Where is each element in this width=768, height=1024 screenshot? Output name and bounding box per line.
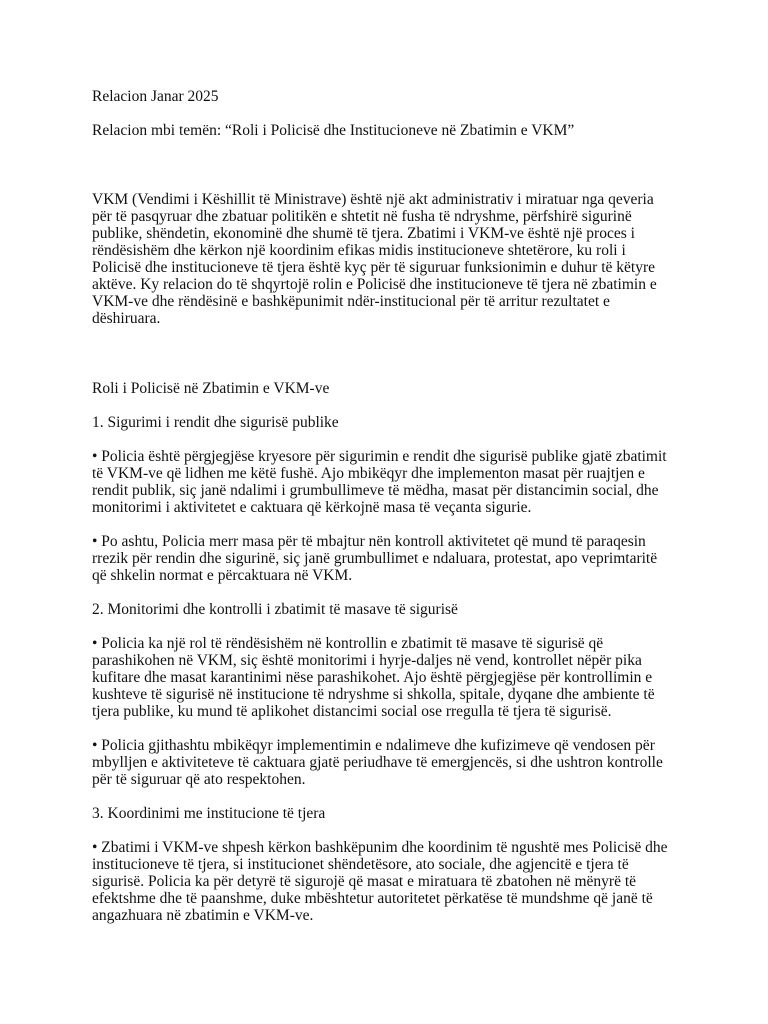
section-title: Roli i Policisë në Zbatimin e VKM-ve	[92, 380, 330, 397]
text-line: dëshiruara.	[92, 310, 161, 327]
text-line: për të pasqyruar dhe zbatuar politikën e shtetit në fusha të ndryshme, përfshirë sigurinë	[92, 208, 632, 225]
text-line: kushteve të sigurisë në institucione të ndryshme si shkolla, spitale, dyqane dhe ambiente të	[92, 686, 655, 703]
intro-paragraph	[92, 191, 682, 327]
text-line: VKM (Vendimi i Këshillit të Ministrave) është një akt administrativ i miratuar nga qeveria	[92, 191, 654, 208]
text-line: tjera publike, ku mund të aplikohet distancimi social ose rregulla të tjera të sigurisë.	[92, 703, 612, 720]
heading-2: 2. Monitorimi dhe kontrolli i zbatimit të masave të sigurisë	[92, 601, 458, 618]
text-line: VKM-ve dhe rëndësinë e bashkëpunimit ndër-institucional për të arritur rezultatet e	[92, 293, 610, 310]
text-line: që shkelin normat e përcaktuara në VKM.	[92, 567, 353, 584]
text-line: angazhuara në zbatimin e VKM-ve.	[92, 907, 314, 924]
paragraph-3	[92, 635, 682, 720]
text-line: për të siguruar që ato respektohen.	[92, 771, 306, 788]
text-line: publike, shëndetin, ekonominë dhe shumë të tjera. Zbatimi i VKM-ve është një proces i	[92, 225, 635, 242]
text-line: rendit publik, siç janë ndalimi i grumbullimeve të mëdha, masat për distancimin social, dhe	[92, 482, 659, 499]
paragraph-4	[92, 737, 682, 788]
text-line: • Policia është përgjegjëse kryesore për sigurimin e rendit dhe sigurisë publike gjatë zbatimit	[92, 448, 667, 465]
document-page	[92, 88, 682, 924]
text-line: • Po ashtu, Policia merr masa për të mbajtur nën kontroll aktivitetet që mund të paraqesin	[92, 533, 646, 550]
heading-1: 1. Sigurimi i rendit dhe sigurisë publike	[92, 414, 339, 431]
text-line: • Policia ka një rol të rëndësishëm në kontrollin e zbatimit të masave të sigurisë që	[92, 635, 604, 652]
text-line: • Policia gjithashtu mbikëqyr implementimin e ndalimeve dhe kufizimeve që vendosen për	[92, 737, 655, 754]
text-line: rëndësishëm dhe kërkon një koordinim efikas midis institucioneve shtetërore, ku roli i	[92, 242, 626, 259]
text-line: efektshme dhe të paanshme, duke mbështetur autoritetet përkatëse të mundshme që janë të	[92, 890, 653, 907]
text-line: Policisë dhe institucioneve të tjera është kyç për të siguruar funksionimin e duhur të këtyre	[92, 259, 656, 276]
text-line: aktëve. Ky relacion do të shqyrtojë rolin e Policisë dhe institucioneve të tjera në zbatimin e	[92, 276, 657, 293]
text-line: institucioneve të tjera, si institucionet shëndetësore, ato sociale, dhe agjencitë e tjera të	[92, 856, 629, 873]
text-line: • Zbatimi i VKM-ve shpesh kërkon bashkëpunim dhe koordinim të ngushtë mes Policisë dhe	[92, 839, 668, 856]
paragraph-5	[92, 839, 682, 924]
paragraph-2	[92, 533, 682, 584]
text-line: kufitare dhe masat karantinimi nëse parashikohet. Ajo është përgjegjëse për kontrollimin e	[92, 669, 653, 686]
date-line: Relacion Janar 2025	[92, 88, 219, 105]
text-line: të VKM-ve që lidhen me këtë fushë. Ajo mbikëqyr dhe implementon masat për ruajtjen e	[92, 465, 645, 482]
text-line: mbylljen e aktiviteteve të caktuara gjatë periudhave të emergjencës, si dhe ushtron kontrolle	[92, 754, 663, 771]
subject-line: Relacion mbi temën: “Roli i Policisë dhe Institucioneve në Zbatimin e VKM”	[92, 122, 575, 139]
paragraph-1	[92, 448, 682, 516]
text-line: monitorimi i aktivitetet e caktuara që kërkojnë masa të veçanta sigurie.	[92, 499, 532, 516]
heading-3: 3. Koordinimi me institucione të tjera	[92, 805, 326, 822]
text-line: rrezik për rendin dhe sigurinë, siç janë grumbullimet e ndaluara, protestat, apo veprimtaritë	[92, 550, 658, 567]
text-line: sigurisë. Policia ka për detyrë të sigurojë që masat e miratuara të zbatohen në mënyrë të	[92, 873, 637, 890]
text-line: parashikohen në VKM, siç është monitorimi i hyrje-daljes në vend, kontrollet nëpër pika	[92, 652, 642, 669]
